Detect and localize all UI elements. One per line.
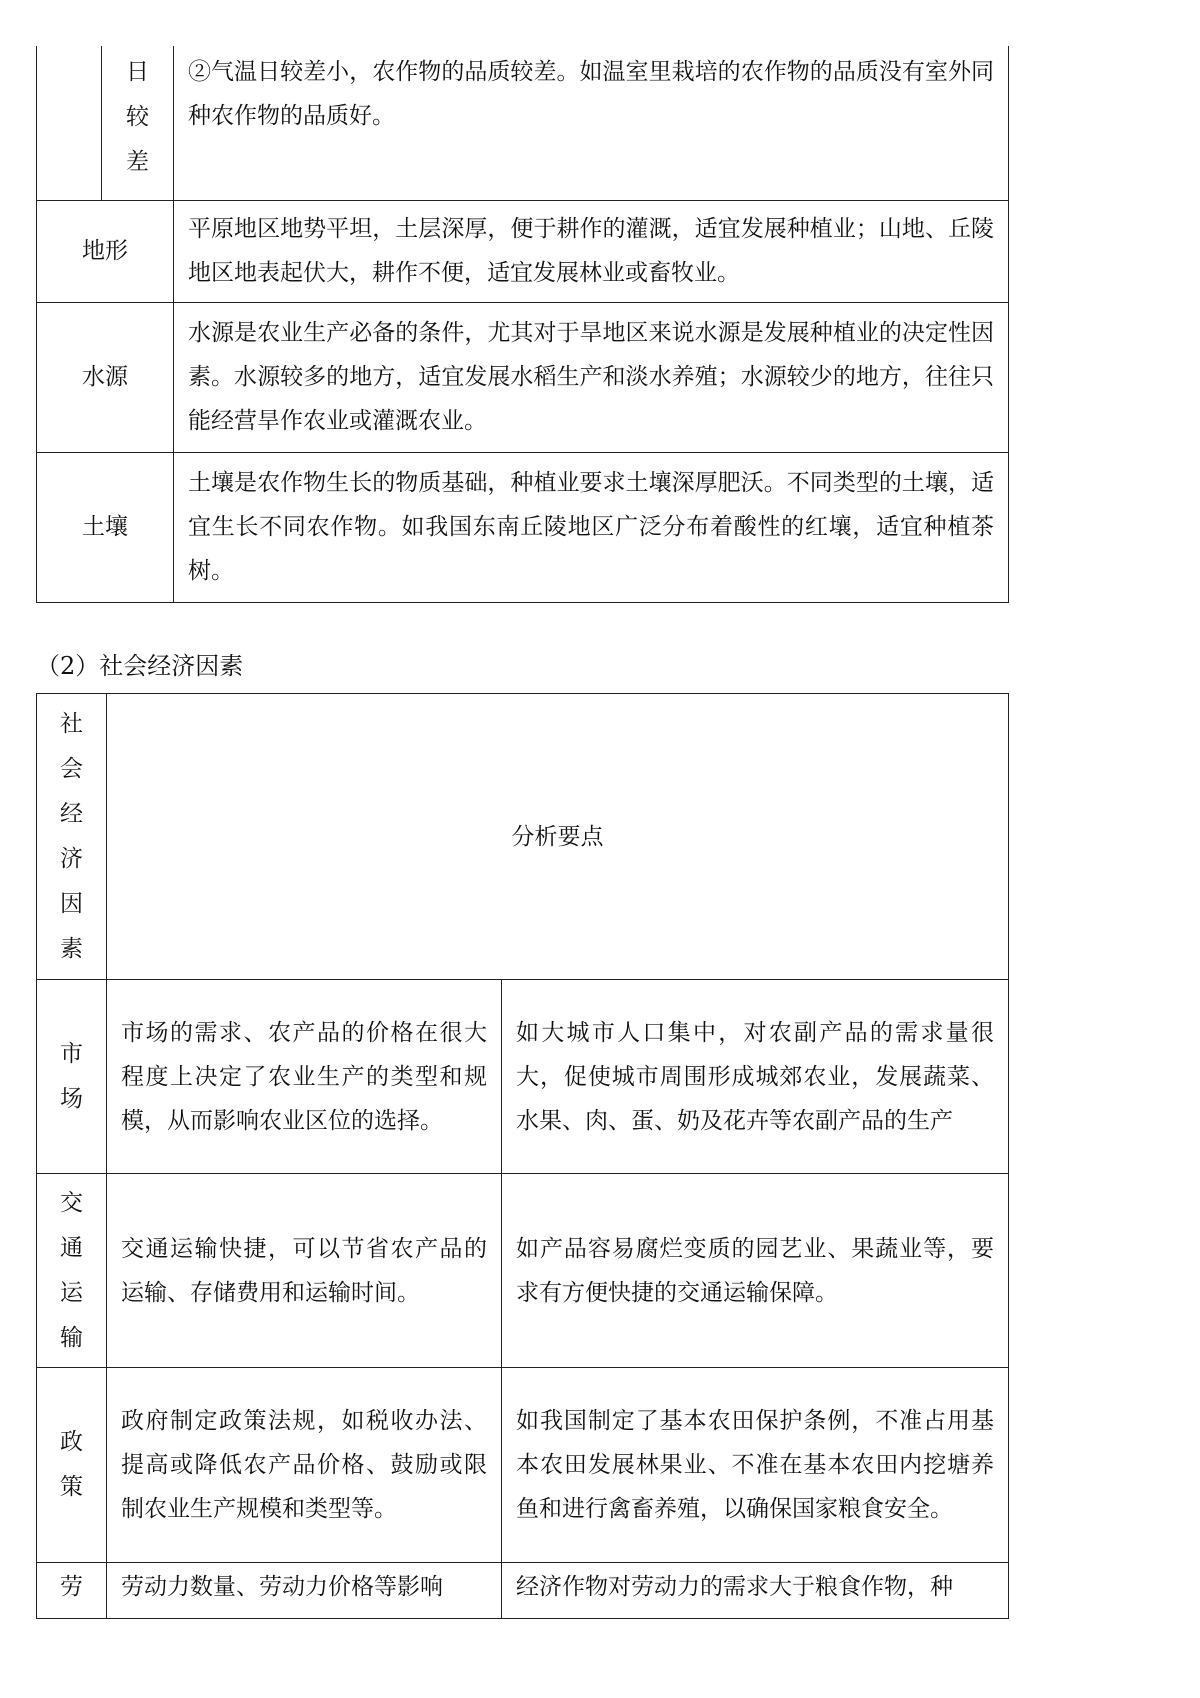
factor-label: 政 策 (37, 1368, 107, 1563)
factor-description: 水源是农业生产必备的条件，尤其对于旱地区来说水源是发展种植业的决定性因素。水源较多的地方，适宜发展水稻生产和淡水养殖；水源较少的地方，往往只能经营旱作农业或灌溉农业。 (174, 302, 1009, 452)
table-header-row (37, 694, 1009, 980)
analysis-point: 市场的需求、农产品的价格在很大程度上决定了农业生产的类型和规模，从而影响农业区位的选择。 (107, 980, 502, 1174)
table-row (37, 452, 1009, 602)
table-row (37, 980, 1009, 1174)
factor-description: 平原地区地势平坦，土层深厚，便于耕作的灌溉，适宜发展种植业；山地、丘陵地区地表起伏大，耕作不便，适宜发展林业或畜牧业。 (174, 200, 1009, 302)
analysis-point: 政府制定政策法规，如税收办法、提高或降低农产品价格、鼓励或限制农业生产规模和类型等。 (107, 1368, 502, 1563)
factor-label: 地形 (37, 200, 174, 302)
example-text: 如大城市人口集中，对农副产品的需求量很大，促使城市周围形成城郊农业，发展蔬菜、水果、肉、蛋、奶及花卉等农副产品的生产 (502, 980, 1009, 1174)
blank-category-cell (37, 46, 102, 200)
sub-factor-label: 日 较 差 (102, 46, 174, 200)
example-text: 如我国制定了基本农田保护条例，不准占用基本农田发展林果业、不准在基本农田内挖塘养鱼和进行禽畜养殖，以确保国家粮食安全。 (502, 1368, 1009, 1563)
natural-factors-table (36, 46, 1009, 603)
factor-label: 交 通 运 输 (37, 1174, 107, 1368)
factor-label: 市 场 (37, 980, 107, 1174)
example-text: 经济作物对劳动力的需求大于粮食作物，种 (502, 1563, 1009, 1619)
section-heading: （2）社会经济因素 (36, 652, 244, 680)
factor-column-header: 社 会 经 济 因 素 (37, 694, 107, 980)
table-row (37, 1563, 1009, 1619)
table-row (37, 46, 1009, 200)
table-row (37, 200, 1009, 302)
factor-label: 水源 (37, 302, 174, 452)
social-factors-table (36, 693, 1009, 1619)
analysis-column-header: 分析要点 (107, 694, 1009, 980)
factor-label: 土壤 (37, 452, 174, 602)
factor-description: 土壤是农作物生长的物质基础，种植业要求土壤深厚肥沃。不同类型的土壤，适宜生长不同农作物。如我国东南丘陵地区广泛分布着酸性的红壤，适宜种植茶树。 (174, 452, 1009, 602)
example-text: 如产品容易腐烂变质的园艺业、果蔬业等，要求有方便快捷的交通运输保障。 (502, 1174, 1009, 1368)
analysis-point: 交通运输快捷，可以节省农产品的运输、存储费用和运输时间。 (107, 1174, 502, 1368)
table-row (37, 1368, 1009, 1563)
factor-description: ②气温日较差小，农作物的品质较差。如温室里栽培的农作物的品质没有室外同种农作物的品质好。 (174, 46, 1009, 200)
table-row (37, 1174, 1009, 1368)
analysis-point: 劳动力数量、劳动力价格等影响 (107, 1563, 502, 1619)
factor-label: 劳 (37, 1563, 107, 1619)
table-row (37, 302, 1009, 452)
